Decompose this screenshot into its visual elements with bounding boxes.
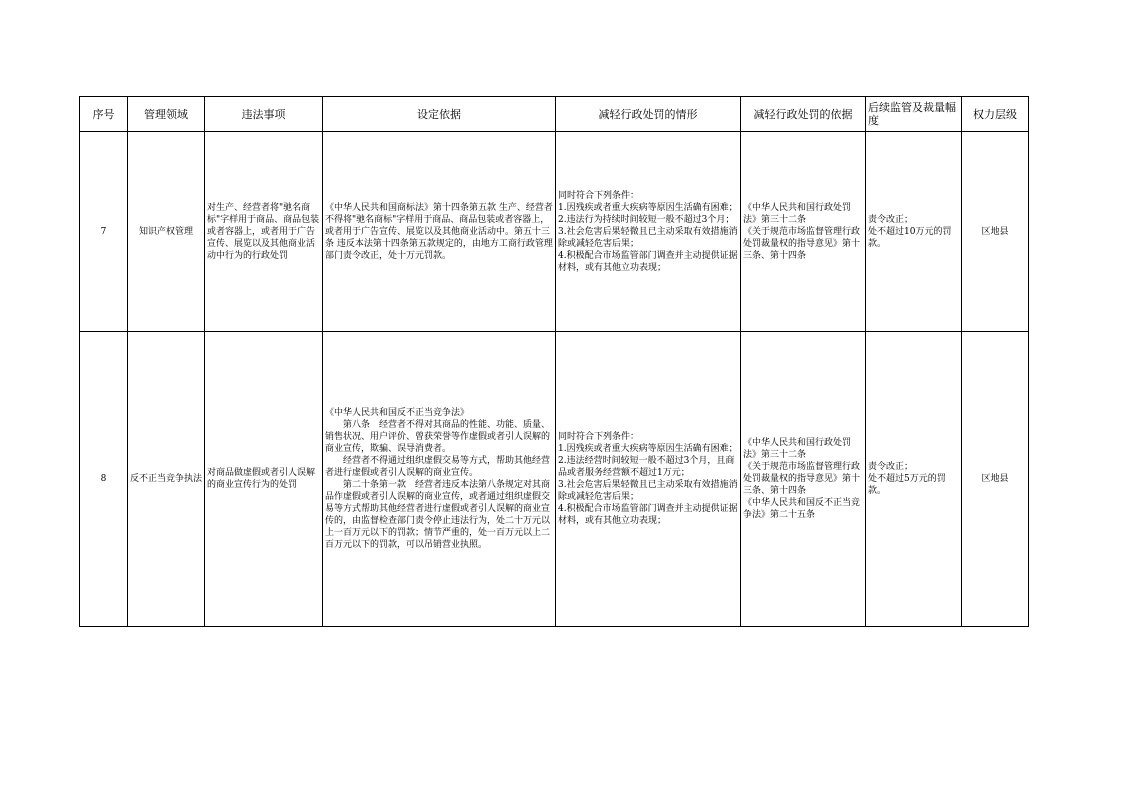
cell-basis: 《中华人民共和国反不正当竞争法》 第八条 经营者不得对其商品的性能、功能、质量、销售状况、用户评价、曾获荣誉等作虚假或者引人误解的商业宣传，欺骗、误导消费者。 经营者不得通过组织虚假交易等方式，帮助其他经营者进行虚假或者引人误解的商业宣传。 第二十条第一款 经营者违反本法第八条规定对其商品作虚假或者引人误解的商业宣传，或者通过组织虚假交易等方式帮助其他经营者进行虚假或者引人误解的商业宣传的，由监督检查部门责令停止违法行为，处二十万元以上一百万元以下的罚款；情节严重的，处一百万元以上二百万元以下的罚款，可以吊销营业执照。 bbox=[323, 332, 556, 627]
header-follow-up: 后续监管及裁量幅度 bbox=[866, 97, 962, 132]
cell-seq: 7 bbox=[80, 132, 128, 332]
cell-violation: 对生产、经营者将"驰名商标"字样用于商品、商品包装或者容器上，或者用于广告宣传、展览以及其他商业活动中行为的行政处罚 bbox=[205, 132, 323, 332]
cell-seq: 8 bbox=[80, 332, 128, 627]
cell-violation: 对商品做虚假或者引人误解的商业宣传行为的处罚 bbox=[205, 332, 323, 627]
cell-level: 区地县 bbox=[962, 332, 1029, 627]
table-row bbox=[80, 132, 1029, 332]
cell-reduce-basis: 《中华人民共和国行政处罚法》第三十二条 《关于规范市场监督管理行政处罚裁量权的指导意见》第十三条、第十四条 bbox=[741, 132, 866, 332]
cell-follow-up: 责令改正； 处不超过5万元的罚款。 bbox=[866, 332, 962, 627]
cell-follow-up: 责令改正； 处不超过10万元的罚款。 bbox=[866, 132, 962, 332]
cell-reduce-cases: 同时符合下列条件： 1.因残疾或者重大疾病等原因生活确有困难； 2.违法经营时间较短一般不超过3个月，且商品或者服务经营额不超过1万元； 3.社会危害后果轻微且已主动采取有效措施消除或减轻危害后果； 4.积极配合市场监管部门调查并主动提供证据材料，或有其他立功表现； bbox=[556, 332, 741, 627]
penalty-table bbox=[79, 96, 1029, 627]
header-domain: 管理领域 bbox=[128, 97, 205, 132]
header-basis: 设定依据 bbox=[323, 97, 556, 132]
header-row bbox=[80, 97, 1029, 132]
header-level: 权力层级 bbox=[962, 97, 1029, 132]
cell-reduce-basis: 《中华人民共和国行政处罚法》第三十二条 《关于规范市场监督管理行政处罚裁量权的指导意见》第十三条、第十四条 《中华人民共和国反不正当竞争法》第二十五条 bbox=[741, 332, 866, 627]
header-violation: 违法事项 bbox=[205, 97, 323, 132]
cell-domain: 反不正当竞争执法 bbox=[128, 332, 205, 627]
header-reduce-cases: 减轻行政处罚的情形 bbox=[556, 97, 741, 132]
table-row bbox=[80, 332, 1029, 627]
cell-level: 区地县 bbox=[962, 132, 1029, 332]
header-reduce-basis: 减轻行政处罚的依据 bbox=[741, 97, 866, 132]
header-seq: 序号 bbox=[80, 97, 128, 132]
cell-domain: 知识产权管理 bbox=[128, 132, 205, 332]
cell-reduce-cases: 同时符合下列条件： 1.因残疾或者重大疾病等原因生活确有困难； 2.违法行为持续时间较短一般不超过3个月； 3.社会危害后果轻微且已主动采取有效措施消除或减轻危害后果； 4.积极配合市场监管部门调查并主动提供证据材料，或有其他立功表现； bbox=[556, 132, 741, 332]
cell-basis: 《中华人民共和国商标法》第十四条第五款 生产、经营者不得将"驰名商标"字样用于商品、商品包装或者容器上，或者用于广告宣传、展览以及其他商业活动中。第五十三条 违反本法第十四条第五款规定的，由地方工商行政管理部门责令改正，处十万元罚款。 bbox=[323, 132, 556, 332]
